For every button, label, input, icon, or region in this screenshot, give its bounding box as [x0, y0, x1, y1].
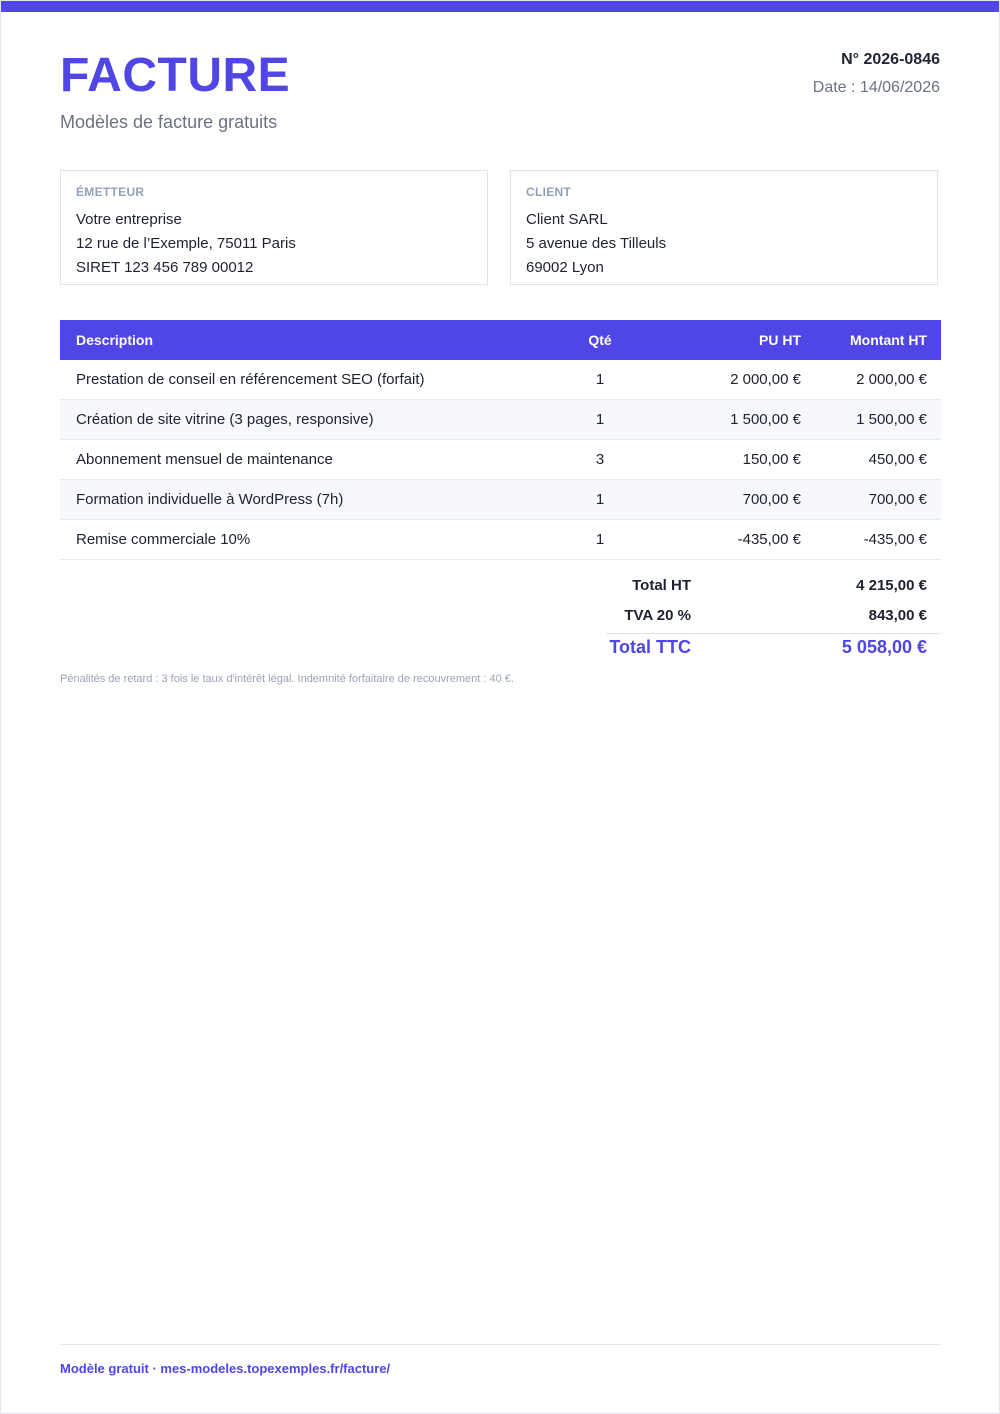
row-unit-price: 2 000,00 € — [730, 371, 801, 388]
row-amount: 450,00 € — [868, 451, 927, 468]
total-ttc-row — [541, 631, 941, 661]
row-description: Remise commerciale 10% — [76, 531, 251, 548]
row-qty: 1 — [595, 411, 605, 428]
footer-divider — [60, 1344, 941, 1345]
row-qty: 1 — [595, 531, 605, 548]
client-box — [510, 170, 938, 285]
row-description: Abonnement mensuel de maintenance — [76, 451, 333, 468]
header-amount: Montant HT — [850, 332, 927, 348]
row-qty: 3 — [595, 451, 605, 468]
invoice-subtitle: Modèles de facture gratuits — [60, 112, 278, 132]
table-row — [60, 440, 941, 480]
total-ttc-label: Total TTC — [609, 637, 691, 657]
table-row — [60, 360, 941, 400]
tva-value: 843,00 € — [868, 607, 927, 624]
invoice-header — [60, 45, 940, 145]
header-unit-price: PU HT — [759, 332, 801, 348]
row-unit-price: 1 500,00 € — [730, 411, 801, 428]
emitter-siret: SIRET 123 456 789 00012 — [76, 259, 254, 276]
table-row — [60, 520, 941, 560]
emitter-label: ÉMETTEUR — [76, 185, 145, 199]
invoice-date: Date : 14/06/2026 — [812, 79, 940, 96]
header-qty: Qté — [588, 332, 612, 348]
totals-block — [541, 571, 941, 661]
row-qty: 1 — [595, 371, 605, 388]
row-description: Prestation de conseil en référencement SEO (forfait) — [76, 371, 425, 388]
row-unit-price: 150,00 € — [742, 451, 801, 468]
total-ht-label: Total HT — [632, 577, 691, 594]
row-description: Formation individuelle à WordPress (7h) — [76, 491, 344, 508]
total-ht-value: 4 215,00 € — [856, 577, 927, 594]
row-unit-price: -435,00 € — [737, 531, 801, 548]
emitter-address: 12 rue de l’Exemple, 75011 Paris — [76, 235, 296, 252]
row-amount: 2 000,00 € — [856, 371, 927, 388]
emitter-company: Votre entreprise — [76, 211, 182, 228]
emitter-box — [60, 170, 488, 285]
tva-label: TVA 20 % — [624, 607, 691, 624]
total-ht-row — [541, 571, 941, 601]
items-table — [60, 320, 941, 560]
footer-link[interactable]: Modèle gratuit · mes-modeles.topexemples.fr/facture/ — [60, 1361, 391, 1376]
client-name: Client SARL — [526, 211, 608, 228]
invoice-title: FACTURE — [60, 49, 291, 102]
client-label: CLIENT — [526, 185, 572, 199]
row-amount: -435,00 € — [863, 531, 927, 548]
total-ttc-value: 5 058,00 € — [841, 637, 927, 657]
late-payment-note: Pénalités de retard : 3 fois le taux d'intérêt légal. Indemnité forfaitaire de recouvrement : 40 €. — [60, 673, 514, 685]
table-row — [60, 480, 941, 520]
tva-row — [541, 601, 941, 631]
row-description: Création de site vitrine (3 pages, responsive) — [76, 411, 374, 428]
row-amount: 700,00 € — [868, 491, 927, 508]
header-description: Description — [76, 332, 154, 348]
client-street: 5 avenue des Tilleuls — [526, 235, 667, 252]
table-row — [60, 400, 941, 440]
row-qty: 1 — [595, 491, 605, 508]
invoice-number: N° 2026-0846 — [841, 51, 940, 68]
row-unit-price: 700,00 € — [742, 491, 801, 508]
row-amount: 1 500,00 € — [856, 411, 927, 428]
client-city: 69002 Lyon — [526, 259, 604, 276]
table-header — [60, 320, 941, 360]
top-accent-bar — [1, 1, 999, 12]
